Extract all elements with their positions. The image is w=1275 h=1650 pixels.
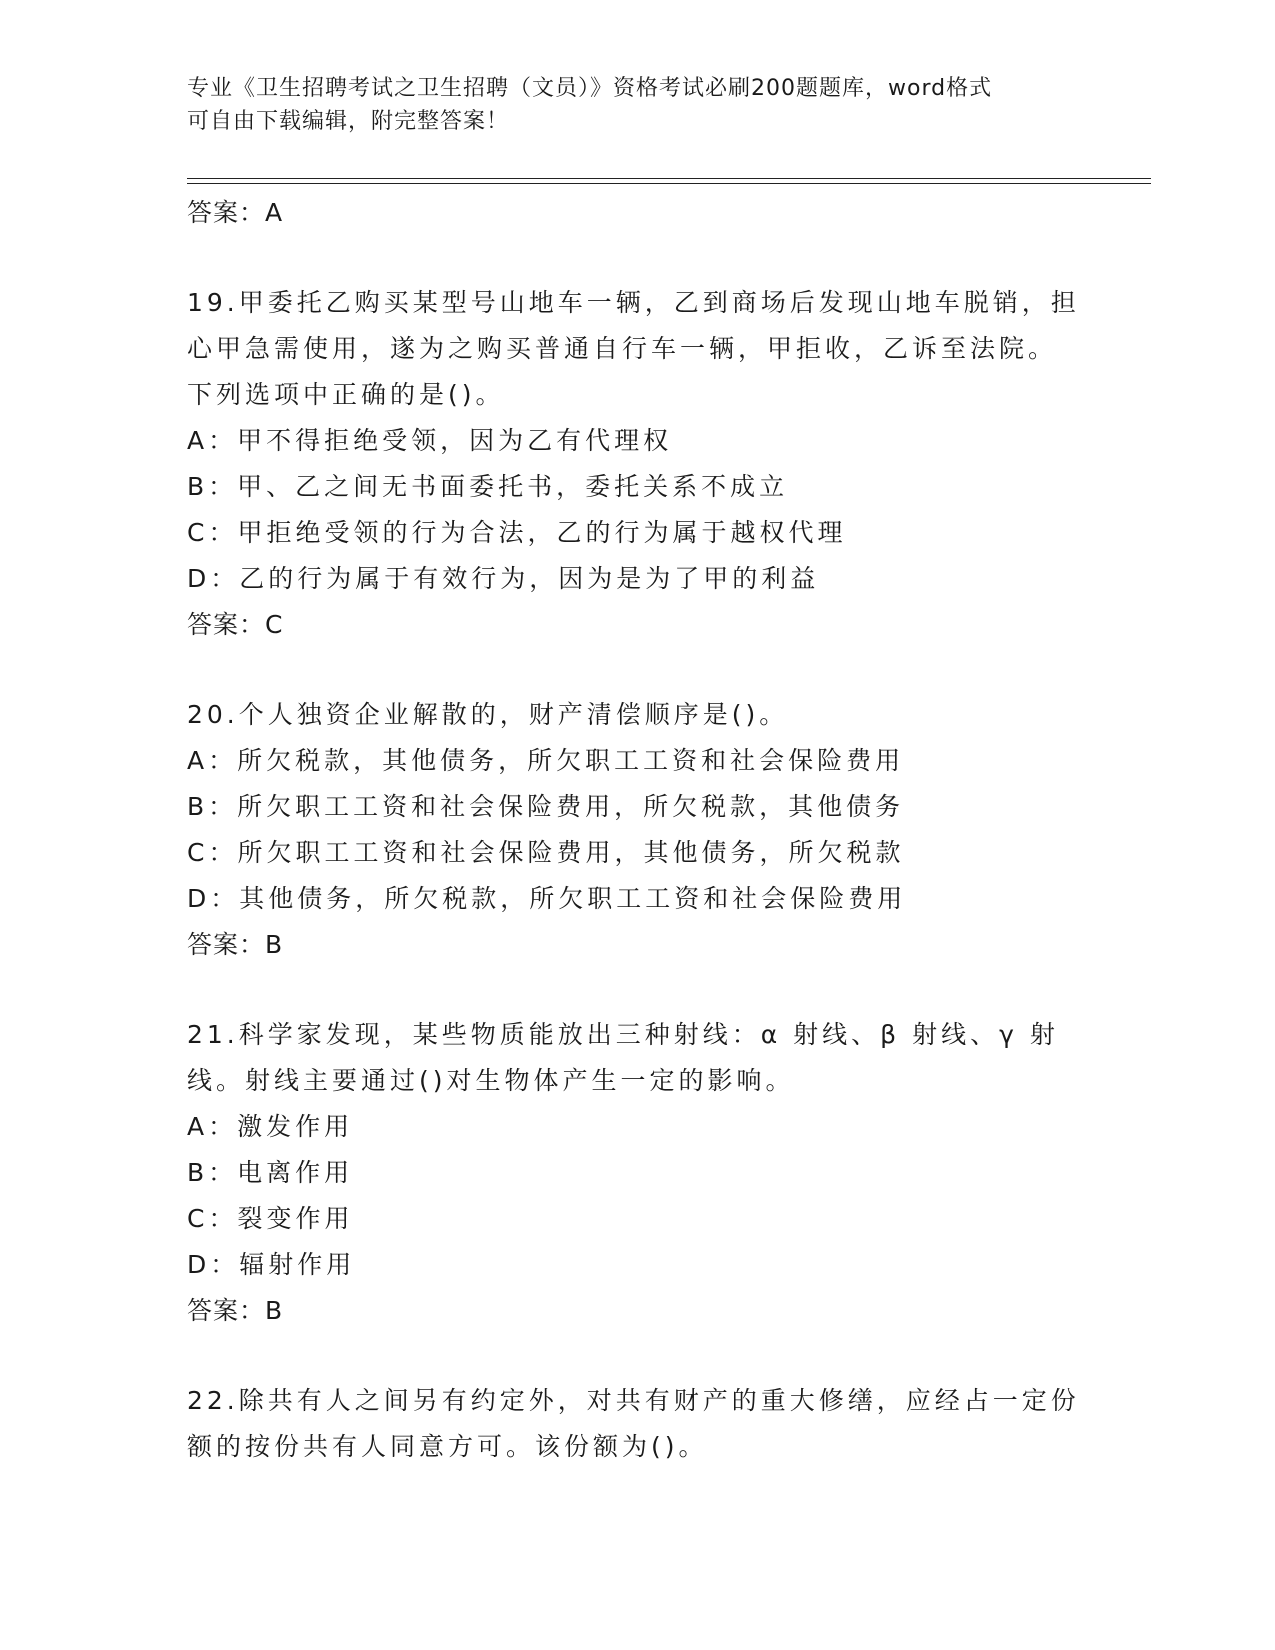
answer: 答案：B [187,930,284,959]
answer: 答案：B [187,1296,284,1325]
option-b: B：所欠职工工资和社会保险费用，所欠税款，其他债务 [187,792,905,821]
option-b: B：甲、乙之间无书面委托书，委托关系不成立 [187,472,789,501]
spacer [187,236,1087,280]
question-20 [187,692,1087,968]
option-d: D：其他债务，所欠税款，所欠职工工资和社会保险费用 [187,884,907,913]
option-d: D：辐射作用 [187,1250,356,1279]
spacer [187,648,1087,692]
option-a: A：激发作用 [187,1112,354,1141]
question-19 [187,280,1087,648]
question-22 [187,1378,1087,1470]
header-divider-top [187,178,1151,179]
question-text-line: 22.除共有人之间另有约定外，对共有财产的重大修缮，应经占一定份 [187,1386,1080,1415]
option-a: A：所欠税款，其他债务，所欠职工工资和社会保险费用 [187,746,905,775]
option-c: C：甲拒绝受领的行为合法，乙的行为属于越权代理 [187,518,847,547]
header-line-2: 可自由下载编辑，附完整答案！ [187,109,510,134]
previous-answer: 答案：A [187,198,284,227]
header-line-1: 专业《卫生招聘考试之卫生招聘（文员）》资格考试必刷200题题库，word格式 [187,76,993,101]
option-c: C：裂变作用 [187,1204,354,1233]
header-divider-bottom [187,183,1151,184]
option-a: A：甲不得拒绝受领，因为乙有代理权 [187,426,673,455]
answer: 答案：C [187,610,284,639]
question-text-line: 20.个人独资企业解散的，财产清偿顺序是()。 [187,700,789,729]
question-text-line: 心甲急需使用，遂为之购买普通自行车一辆，甲拒收，乙诉至法院。 [187,334,1058,363]
question-text-line: 线。射线主要通过()对生物体产生一定的影响。 [187,1066,795,1095]
option-b: B：电离作用 [187,1158,354,1187]
question-list [187,190,1087,1470]
option-c: C：所欠职工工资和社会保险费用，其他债务，所欠税款 [187,838,905,867]
spacer [187,1334,1087,1378]
option-d: D：乙的行为属于有效行为，因为是为了甲的利益 [187,564,820,593]
question-text-line: 21.科学家发现，某些物质能放出三种射线：α 射线、β 射线、γ 射 [187,1020,1059,1049]
question-text-line: 额的按份共有人同意方可。该份额为()。 [187,1432,708,1461]
question-text-line: 19.甲委托乙购买某型号山地车一辆，乙到商场后发现山地车脱销，担 [187,288,1080,317]
question-text-line: 下列选项中正确的是()。 [187,380,505,409]
spacer [187,968,1087,1012]
question-21 [187,1012,1087,1334]
document-header [187,72,1087,138]
